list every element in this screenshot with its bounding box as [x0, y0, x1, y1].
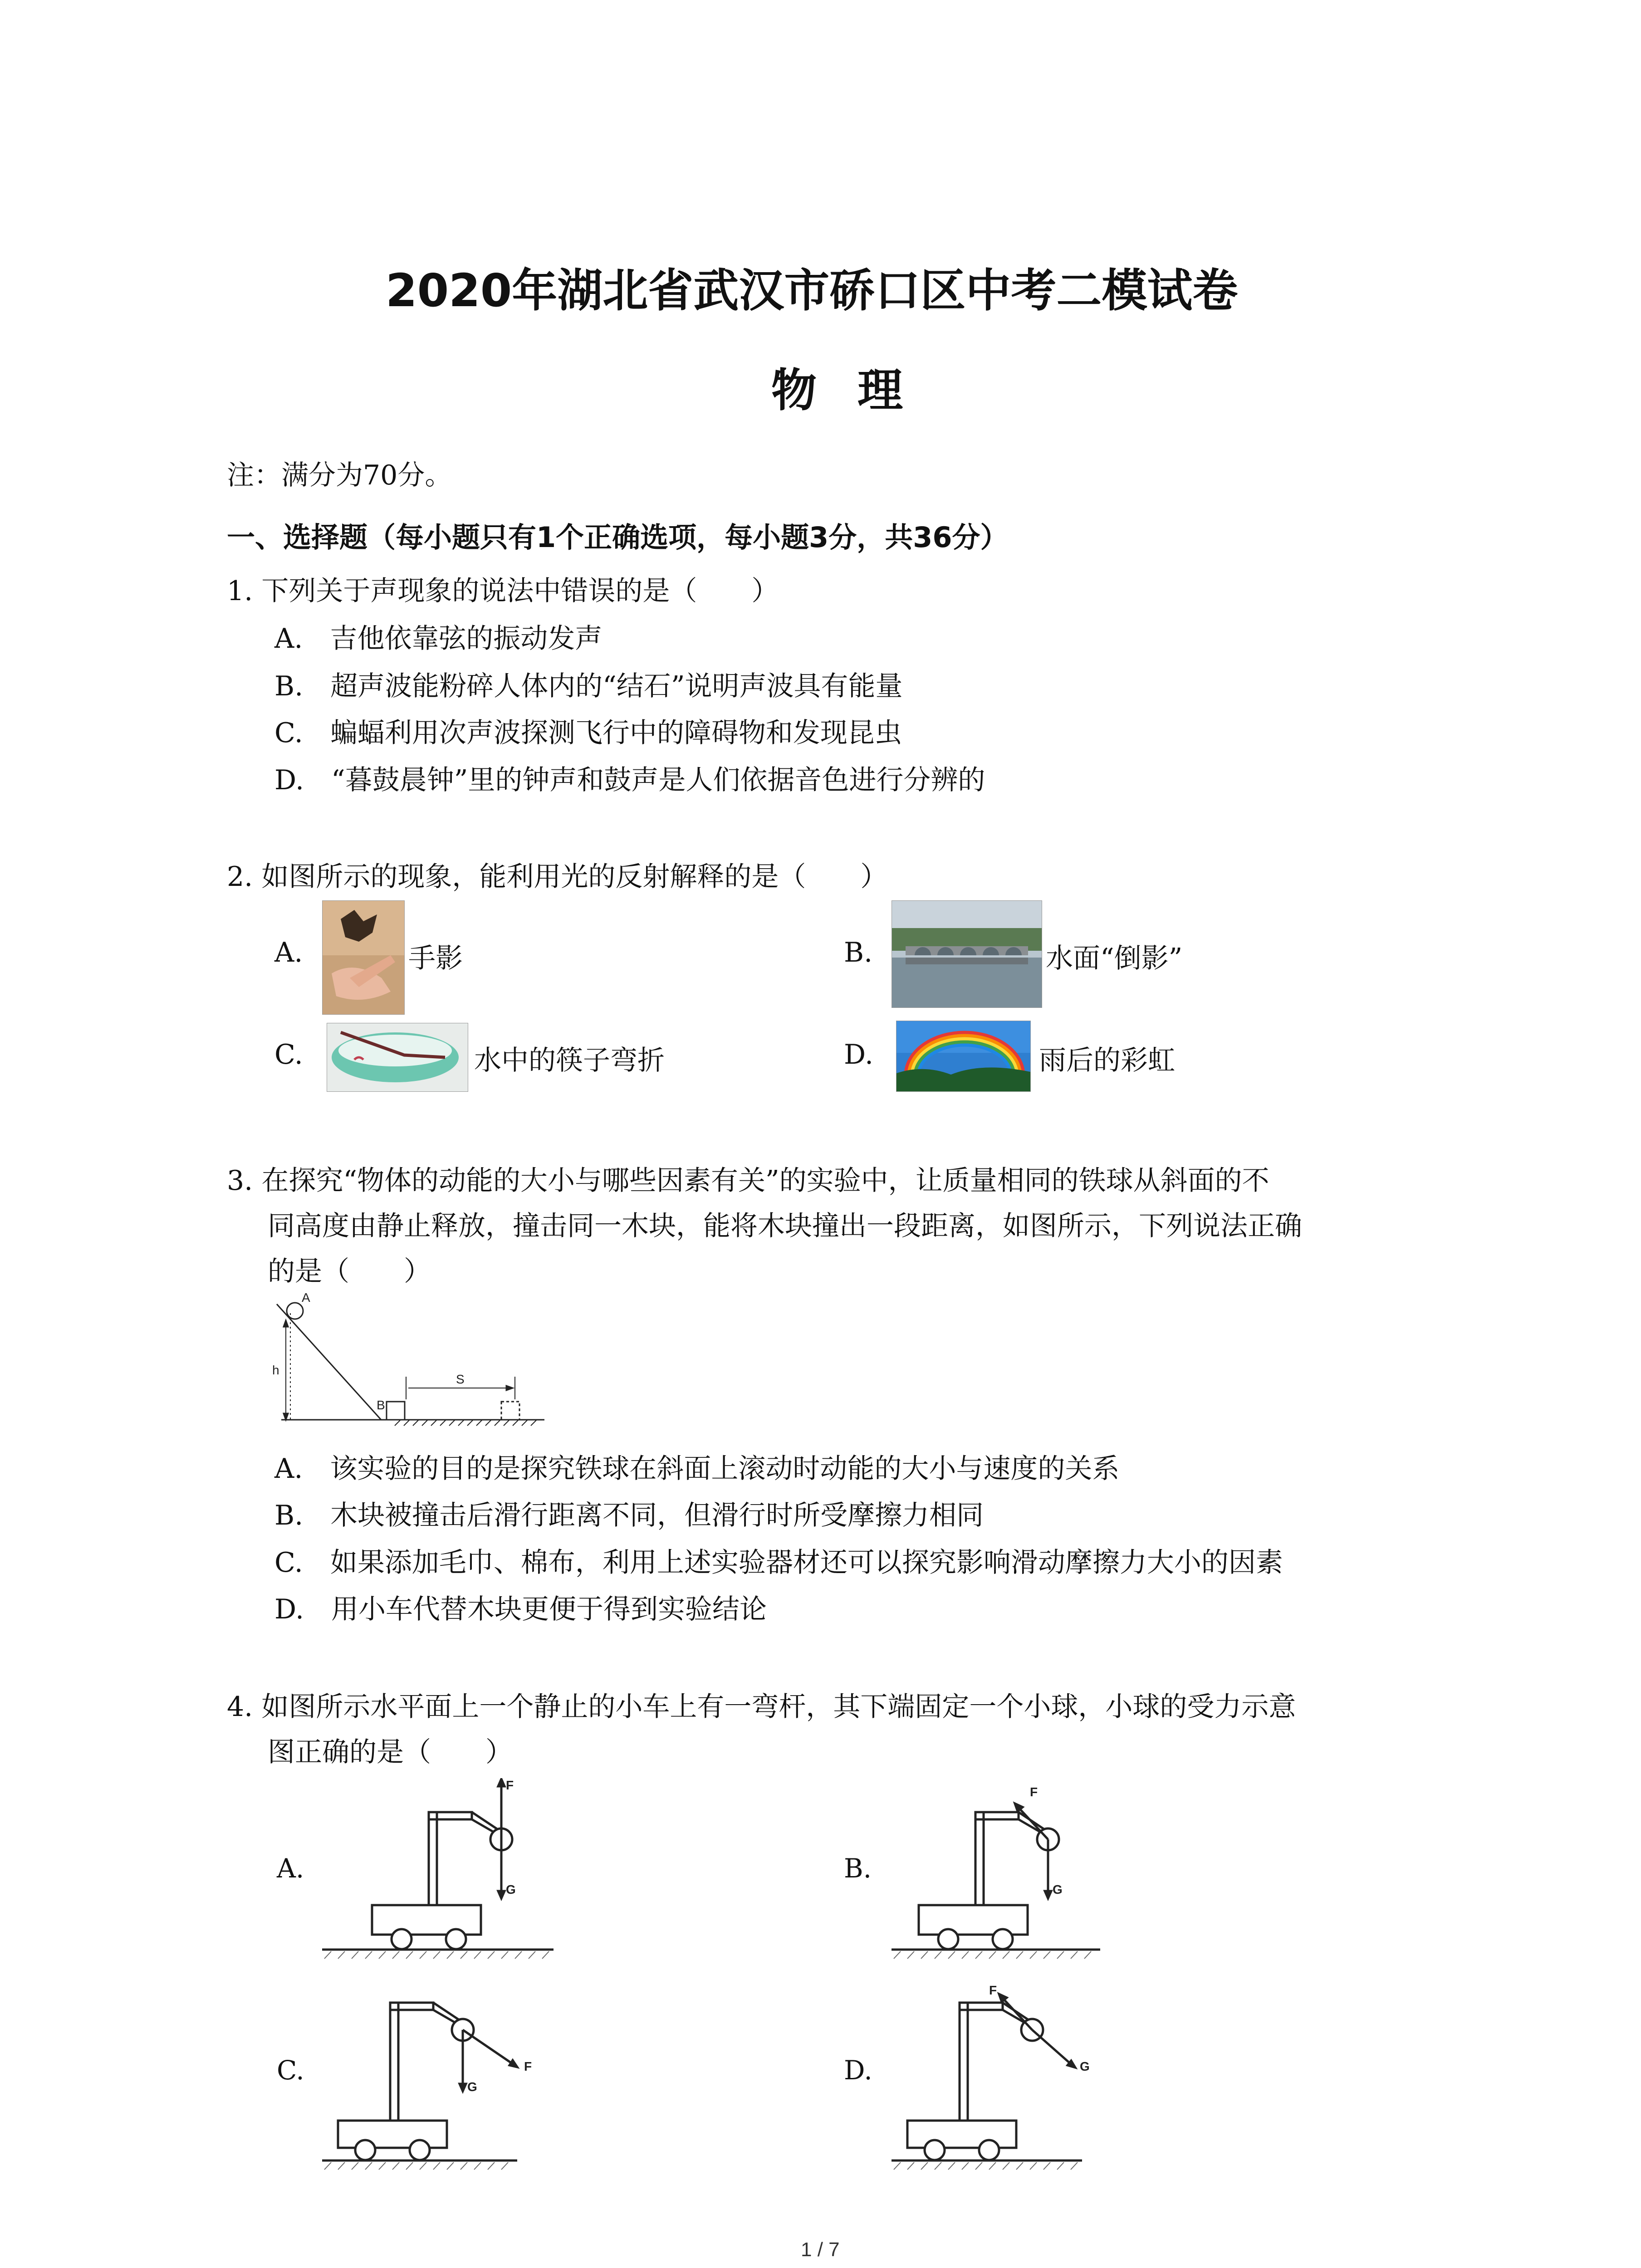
force-g-label: G [506, 1882, 516, 1897]
chopstick-bowl-photo [327, 1023, 468, 1092]
q4-option-c-letter: C. [277, 2055, 304, 2086]
q3-option-b: B. 木块被撞击后滑行距离不同，但滑行时所受摩擦力相同 [274, 1500, 984, 1531]
bridge-reflection-photo [892, 900, 1042, 1008]
q3-stem-line2: 同高度由静止释放，撞击同一木块，能将木块撞出一段距离，如图所示，下列说法正确 [268, 1210, 1302, 1242]
cart-diagram-c [322, 1984, 549, 2170]
q1-option-d: D. “暮鼓晨钟”里的钟声和鼓声是人们依据音色进行分辨的 [274, 764, 985, 796]
q3-option-c: C. 如果添加毛巾、棉布，利用上述实验器材还可以探究影响滑动摩擦力大小的因素 [274, 1547, 1283, 1579]
force-g-label: G [1053, 1882, 1063, 1897]
q2-option-b-text: 水面“倒影” [1046, 943, 1183, 974]
force-f-label: F [524, 2059, 532, 2073]
force-g-label: G [1080, 2059, 1090, 2073]
q1-stem: 1. 下列关于声现象的说法中错误的是（ ） [227, 575, 779, 607]
cart-diagram-b [892, 1778, 1105, 1971]
q1-option-a: A. 吉他依靠弦的振动发声 [274, 623, 603, 655]
q4-stem-line2: 图正确的是（ ） [268, 1736, 513, 1768]
force-f-label: F [506, 1778, 514, 1792]
section-heading: 一、选择题（每小题只有1个正确选项，每小题3分，共36分） [227, 521, 1009, 554]
q2-stem: 2. 如图所示的现象，能利用光的反射解释的是（ ） [227, 861, 888, 893]
ramp-experiment-diagram [268, 1290, 549, 1433]
q2-option-a-text: 手影 [408, 943, 463, 974]
force-f-label: F [1030, 1785, 1038, 1799]
q2-option-a-letter: A. [274, 937, 303, 968]
q2-option-c-letter: C. [274, 1039, 303, 1070]
distance-label: S [456, 1372, 465, 1386]
q4-option-b-letter: B. [844, 1853, 872, 1884]
q3-stem-line1: 3. 在探究“物体的动能的大小与哪些因素有关”的实验中，让质量相同的铁球从斜面的不 [227, 1165, 1269, 1197]
cart-diagram-d [892, 1984, 1118, 2170]
q3-option-d: D. 用小车代替木块更便于得到实验结论 [274, 1593, 767, 1625]
force-f-label: F [989, 1984, 997, 1997]
q2-option-b-letter: B. [844, 937, 873, 968]
q4-stem-line1: 4. 如图所示水平面上一个静止的小车上有一弯杆，其下端固定一个小球，小球的受力示意 [227, 1691, 1296, 1723]
q2-option-c-text: 水中的筷子弯折 [474, 1045, 665, 1076]
subject-title: 物理 [771, 364, 944, 417]
q2-option-d-letter: D. [844, 1039, 874, 1070]
page-number: 1 / 7 [801, 2239, 840, 2261]
block-label: B [377, 1398, 385, 1412]
hand-shadow-photo [322, 900, 405, 1015]
rainbow-photo [896, 1021, 1031, 1092]
q1-option-b: B. 超声波能粉碎人体内的“结石”说明声波具有能量 [274, 670, 903, 702]
cart-diagram-a [322, 1778, 558, 1971]
q4-option-a-letter: A. [277, 1853, 304, 1884]
q4-option-d-letter: D. [844, 2055, 872, 2086]
q1-option-c: C. 蝙蝠利用次声波探测飞行中的障碍物和发现昆虫 [274, 717, 902, 749]
exam-title: 2020年湖北省武汉市硚口区中考二模试卷 [386, 264, 1238, 317]
q3-stem-line3: 的是（ ） [268, 1256, 431, 1287]
q3-option-a: A. 该实验的目的是探究铁球在斜面上滚动时动能的大小与速度的关系 [274, 1453, 1120, 1485]
force-g-label: G [467, 2080, 477, 2094]
height-label: h [272, 1363, 279, 1377]
score-note: 注：满分为70分。 [227, 459, 452, 491]
ball-label: A [302, 1290, 310, 1305]
q2-option-d-text: 雨后的彩虹 [1039, 1045, 1175, 1076]
